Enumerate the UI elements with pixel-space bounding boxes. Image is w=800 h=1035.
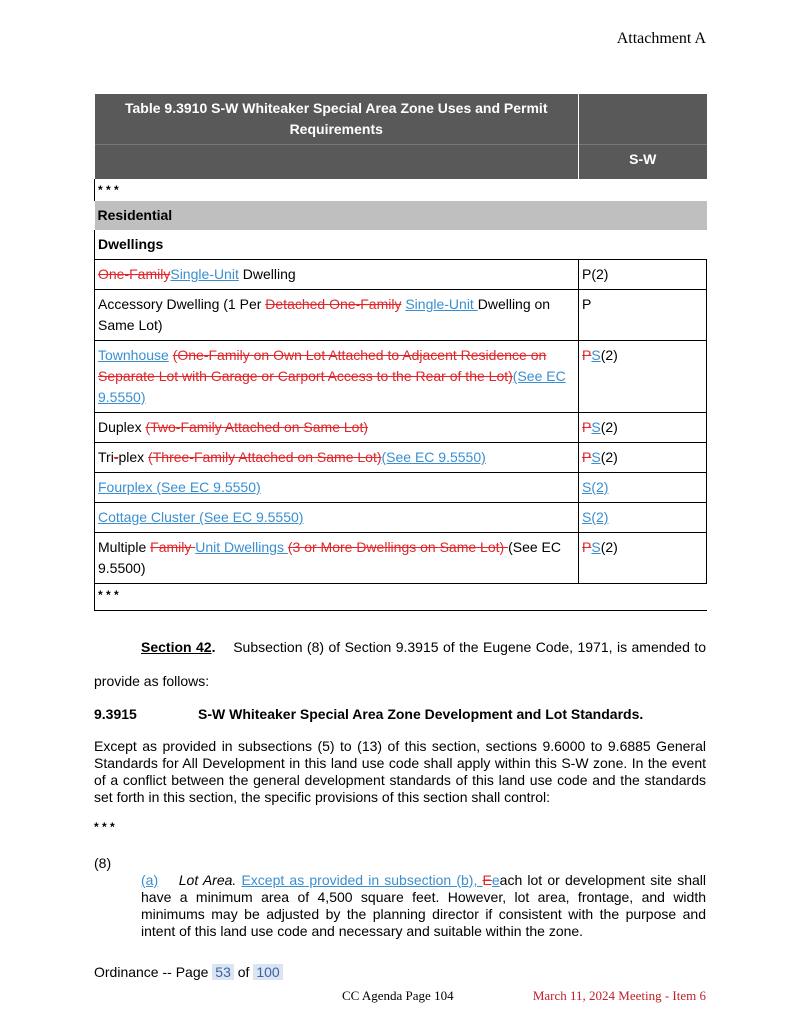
section-number: 9.3915	[94, 706, 137, 722]
table-zone-header-row	[95, 145, 707, 180]
section-42-label: Section 42	[141, 639, 212, 655]
use-cell: One-FamilySingle-Unit Dwelling	[95, 260, 579, 290]
section-residential: Residential	[95, 201, 707, 230]
table-row	[95, 533, 707, 584]
attachment-label: Attachment A	[616, 30, 706, 47]
ordinance-page-footer: Ordinance -- Page 53 of 100	[94, 964, 283, 980]
zone-header: S-W	[579, 145, 707, 180]
subsection-a: (a) Lot Area. Except as provided in subsection (b), Eeach lot or development site shall have a minimum area of 4,500 square feet. However, lot area, frontage, and width minimums may be adjusted by the planning director if consistent with the purpose and intent of this land use code and necessary and suitable within the zone.	[141, 872, 706, 939]
table-row	[95, 341, 707, 413]
use-cell: Duplex (Two-Family Attached on Same Lot)	[95, 413, 579, 443]
table-row	[95, 290, 707, 341]
table-row	[95, 260, 707, 290]
use-cell: Multiple Family Unit Dwellings (3 or More Dwellings on Same Lot) (See EC 9.5500)	[95, 533, 579, 584]
permit-cell: P	[579, 290, 707, 341]
permit-cell: P(2)	[579, 260, 707, 290]
table-row	[95, 443, 707, 473]
table-row	[95, 413, 707, 443]
section-dwellings: Dwellings	[95, 230, 707, 260]
table-row	[95, 473, 707, 503]
meeting-label: March 11, 2024 Meeting - Item 6	[532, 988, 706, 1003]
permit-cell: PS(2)	[579, 533, 707, 584]
page-number: 53	[212, 964, 234, 980]
page-total: 100	[253, 964, 282, 980]
permit-cell: S(2)	[579, 473, 707, 503]
agenda-page-label: CC Agenda Page 104	[342, 988, 454, 1003]
subsection-number: (8)	[94, 855, 112, 871]
permit-cell: PS(2)	[579, 443, 707, 473]
permit-cell: S(2)	[579, 503, 707, 533]
permit-cell: PS(2)	[579, 413, 707, 443]
section-heading	[94, 706, 643, 722]
body-paragraph: Except as provided in subsections (5) to (13) of this section, sections 9.6000 to 9.6885 General Standards for All Development in this land use code shall apply within this S-W zone. In the event of a conflict between the general development standards of this land use code and the standards set forth in this section, the specific provisions of this section shall control:	[94, 738, 706, 805]
section-residential-row	[95, 201, 707, 230]
table-row	[95, 503, 707, 533]
use-cell: Townhouse (One-Family on Own Lot Attached to Adjacent Residence on Separate Lot with Garage or Carport Access to the Rear of the Lot)(See EC 9.5550)	[95, 341, 579, 413]
table-stars-bottom: * * *	[95, 584, 707, 611]
section-dwellings-row	[95, 230, 707, 260]
use-cell: Accessory Dwelling (1 Per Detached One-Family Single-Unit Dwelling on Same Lot)	[95, 290, 579, 341]
use-cell: Fourplex (See EC 9.5550)	[95, 473, 579, 503]
section-title: S-W Whiteaker Special Area Zone Development and Lot Standards.	[198, 706, 644, 722]
table-title-row	[95, 94, 707, 145]
permit-cell: PS(2)	[579, 341, 707, 413]
table-title: Table 9.3910 S-W Whiteaker Special Area Zone Uses and Permit Requirements	[95, 94, 579, 145]
uses-table	[94, 94, 707, 611]
use-cell: Cottage Cluster (See EC 9.5550)	[95, 503, 579, 533]
stars-divider: * * *	[94, 820, 115, 834]
table-stars-top: * * *	[95, 179, 707, 201]
section-42: Section 42. Subsection (8) of Section 9.3915 of the Eugene Code, 1971, is amended to provide as follows:	[94, 639, 706, 689]
use-cell: Tri-plex (Three-Family Attached on Same Lot)(See EC 9.5550)	[95, 443, 579, 473]
